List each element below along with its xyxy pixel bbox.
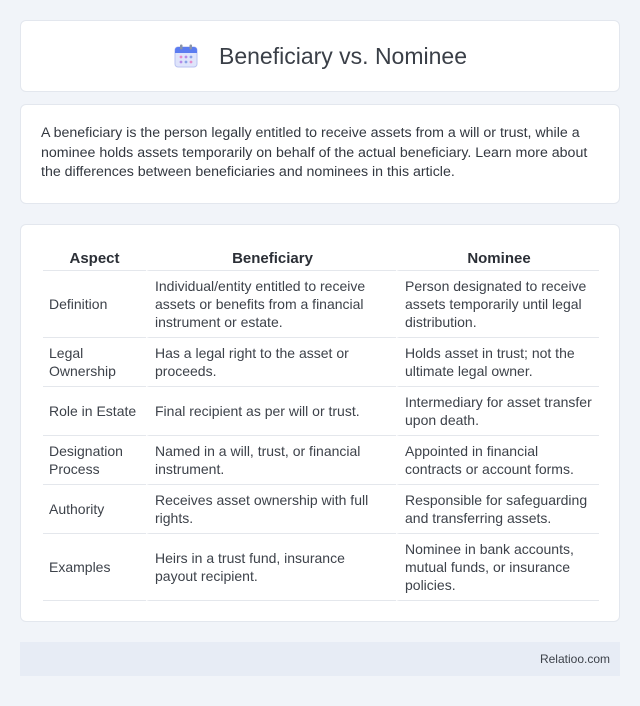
row-nominee: Intermediary for asset transfer upon death. xyxy=(396,387,599,436)
page-title: Beneficiary vs. Nominee xyxy=(219,42,467,69)
header-beneficiary: Beneficiary xyxy=(146,243,396,271)
row-aspect: Role in Estate xyxy=(43,387,146,436)
table-row xyxy=(43,436,599,485)
row-beneficiary: Individual/entity entitled to receive assets or benefits from a financial instrument or estate. xyxy=(146,271,396,338)
table-row xyxy=(43,485,599,534)
comparison-card xyxy=(20,224,620,622)
row-beneficiary: Heirs in a trust fund, insurance payout recipient. xyxy=(146,534,396,601)
footer xyxy=(20,642,620,676)
row-aspect: Definition xyxy=(43,271,146,338)
row-nominee: Responsible for safeguarding and transferring assets. xyxy=(396,485,599,534)
row-nominee: Person designated to receive assets temporarily until legal distribution. xyxy=(396,271,599,338)
row-aspect: Legal Ownership xyxy=(43,338,146,387)
intro-card xyxy=(20,104,620,204)
row-aspect: Authority xyxy=(43,485,146,534)
row-beneficiary: Final recipient as per will or trust. xyxy=(146,387,396,436)
table-header-row xyxy=(43,243,599,271)
row-nominee: Nominee in bank accounts, mutual funds, or insurance policies. xyxy=(396,534,599,601)
row-beneficiary: Named in a will, trust, or financial instrument. xyxy=(146,436,396,485)
calendar-icon xyxy=(173,43,199,69)
table-row xyxy=(43,271,599,338)
title-card xyxy=(20,20,620,92)
row-beneficiary: Has a legal right to the asset or proceeds. xyxy=(146,338,396,387)
header-aspect: Aspect xyxy=(43,243,146,271)
table-row xyxy=(43,387,599,436)
row-aspect: Examples xyxy=(43,534,146,601)
table-row xyxy=(43,534,599,601)
intro-paragraph: A beneficiary is the person legally entitled to receive assets from a will or trust, while a nominee holds assets temporarily on behalf of the actual beneficiary. Learn more about the differences between beneficiaries and nominees in this article. xyxy=(41,125,588,180)
header-nominee: Nominee xyxy=(396,243,599,271)
row-nominee: Appointed in financial contracts or account forms. xyxy=(396,436,599,485)
row-nominee: Holds asset in trust; not the ultimate legal owner. xyxy=(396,338,599,387)
table-row xyxy=(43,338,599,387)
row-aspect: Designation Process xyxy=(43,436,146,485)
row-beneficiary: Receives asset ownership with full rights. xyxy=(146,485,396,534)
footer-brand: Relatioo.com xyxy=(539,652,610,666)
comparison-table xyxy=(43,243,599,601)
